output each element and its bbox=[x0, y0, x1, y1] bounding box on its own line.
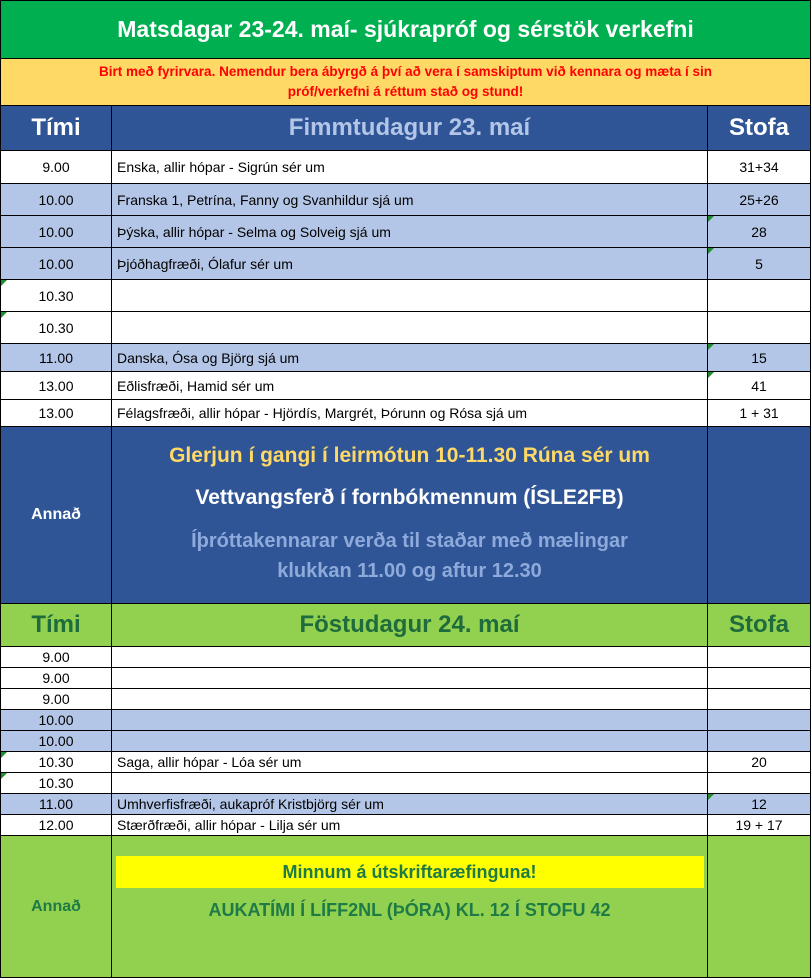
room-cell: 12 bbox=[708, 794, 811, 815]
exam-cell: Eðlisfræði, Hamid sér um bbox=[112, 372, 708, 400]
exam-cell bbox=[112, 280, 708, 312]
time-cell: 11.00 bbox=[0, 794, 112, 815]
time-cell: 10.00 bbox=[0, 184, 112, 216]
time-cell: 9.00 bbox=[0, 689, 112, 710]
exam-cell bbox=[112, 668, 708, 689]
other-label: Annað bbox=[0, 427, 112, 604]
exam-cell: Franska 1, Petrína, Fanny og Svanhildur sjá um bbox=[112, 184, 708, 216]
time-column-header: Tími bbox=[0, 604, 112, 647]
room-cell: 1 + 31 bbox=[708, 400, 811, 427]
time-cell: 12.00 bbox=[0, 815, 112, 836]
room-cell: 15 bbox=[708, 344, 811, 372]
field-trip-note: Vettvangsferð í fornbókmennum (ÍSLE2FB) bbox=[195, 486, 624, 509]
sports-note-line-1: Íþróttakennarar verða til staðar með mælingar bbox=[191, 530, 628, 552]
table-row bbox=[0, 689, 811, 710]
table-row bbox=[0, 248, 811, 280]
room-cell: 20 bbox=[708, 752, 811, 773]
room-cell bbox=[708, 280, 811, 312]
room-cell bbox=[708, 647, 811, 668]
table-row bbox=[0, 184, 811, 216]
extra-class-note: AUKATÍMI Í LÍFF2NL (ÞÓRA) KL. 12 Í STOFU 42 bbox=[208, 900, 611, 920]
table-row bbox=[0, 647, 811, 668]
time-cell: 13.00 bbox=[0, 372, 112, 400]
time-cell: 13.00 bbox=[0, 400, 112, 427]
exam-cell bbox=[112, 731, 708, 752]
room-cell: 5 bbox=[708, 248, 811, 280]
room-column-header: Stofa bbox=[708, 106, 811, 151]
table-row bbox=[0, 280, 811, 312]
exam-cell: Danska, Ósa og Björg sjá um bbox=[112, 344, 708, 372]
exam-cell bbox=[112, 689, 708, 710]
exam-cell bbox=[112, 647, 708, 668]
table-row bbox=[0, 344, 811, 372]
table-row bbox=[0, 372, 811, 400]
table-row bbox=[0, 668, 811, 689]
room-cell bbox=[708, 731, 811, 752]
time-cell: 9.00 bbox=[0, 668, 112, 689]
room-cell: 41 bbox=[708, 372, 811, 400]
table-row bbox=[0, 216, 811, 248]
page-title: Matsdagar 23-24. maí- sjúkrapróf og sérstök verkefni bbox=[0, 0, 811, 59]
table-row bbox=[0, 400, 811, 427]
friday-other-row bbox=[0, 836, 811, 978]
thursday-other-row bbox=[0, 427, 811, 604]
other-label: Annað bbox=[0, 836, 112, 978]
exam-cell: Enska, allir hópar - Sigrún sér um bbox=[112, 151, 708, 184]
room-cell bbox=[708, 312, 811, 344]
other-notes bbox=[112, 836, 708, 978]
exam-cell: Félagsfræði, allir hópar - Hjördís, Margrét, Þórunn og Rósa sjá um bbox=[112, 400, 708, 427]
friday-header-row bbox=[0, 604, 811, 647]
day-header-thursday: Fimmtudagur 23. maí bbox=[112, 106, 708, 151]
exam-cell: Þjóðhagfræði, Ólafur sér um bbox=[112, 248, 708, 280]
other-notes bbox=[112, 427, 708, 604]
table-row bbox=[0, 731, 811, 752]
room-cell bbox=[708, 773, 811, 794]
time-cell: 10.30 bbox=[0, 752, 112, 773]
room-column-header: Stofa bbox=[708, 604, 811, 647]
room-cell: 19 + 17 bbox=[708, 815, 811, 836]
time-cell: 9.00 bbox=[0, 151, 112, 184]
table-row bbox=[0, 312, 811, 344]
table-row bbox=[0, 815, 811, 836]
time-cell: 10.00 bbox=[0, 248, 112, 280]
table-row bbox=[0, 752, 811, 773]
graduation-reminder: Minnum á útskriftaræfinguna! bbox=[116, 856, 704, 888]
table-row bbox=[0, 794, 811, 815]
room-cell: 25+26 bbox=[708, 184, 811, 216]
exam-cell: Umhverfisfræði, aukapróf Kristbjörg sér um bbox=[112, 794, 708, 815]
table-row bbox=[0, 710, 811, 731]
time-cell: 10.30 bbox=[0, 280, 112, 312]
exam-cell: Þýska, allir hópar - Selma og Solveig sjá um bbox=[112, 216, 708, 248]
notice-line-1: Birt með fyrirvara. Nemendur bera ábyrgð á því að vera í samskiptum við kennara og mæta í sin bbox=[99, 64, 712, 79]
room-cell bbox=[708, 689, 811, 710]
table-row bbox=[0, 151, 811, 184]
disclaimer-notice bbox=[0, 59, 811, 106]
exam-cell: Saga, allir hópar - Lóa sér um bbox=[112, 752, 708, 773]
time-cell: 10.00 bbox=[0, 710, 112, 731]
room-cell: 31+34 bbox=[708, 151, 811, 184]
time-cell: 10.30 bbox=[0, 773, 112, 794]
time-cell: 10.00 bbox=[0, 216, 112, 248]
exam-cell bbox=[112, 312, 708, 344]
time-cell: 10.00 bbox=[0, 731, 112, 752]
time-cell: 11.00 bbox=[0, 344, 112, 372]
room-cell: 28 bbox=[708, 216, 811, 248]
exam-cell bbox=[112, 773, 708, 794]
other-room bbox=[708, 836, 811, 978]
other-room bbox=[708, 427, 811, 604]
glazing-note: Glerjun í gangi í leirmótun 10-11.30 Rúna sér um bbox=[169, 444, 650, 467]
time-cell: 9.00 bbox=[0, 647, 112, 668]
room-cell bbox=[708, 668, 811, 689]
exam-cell: Stærðfræði, allir hópar - Lilja sér um bbox=[112, 815, 708, 836]
sports-note-line-2: klukkan 11.00 og aftur 12.30 bbox=[277, 560, 542, 582]
thursday-header-row bbox=[0, 106, 811, 151]
day-header-friday: Föstudagur 24. maí bbox=[112, 604, 708, 647]
time-column-header: Tími bbox=[0, 106, 112, 151]
table-row bbox=[0, 773, 811, 794]
exam-cell bbox=[112, 710, 708, 731]
room-cell bbox=[708, 710, 811, 731]
time-cell: 10.30 bbox=[0, 312, 112, 344]
notice-line-2: próf/verkefni á réttum stað og stund! bbox=[287, 84, 524, 99]
